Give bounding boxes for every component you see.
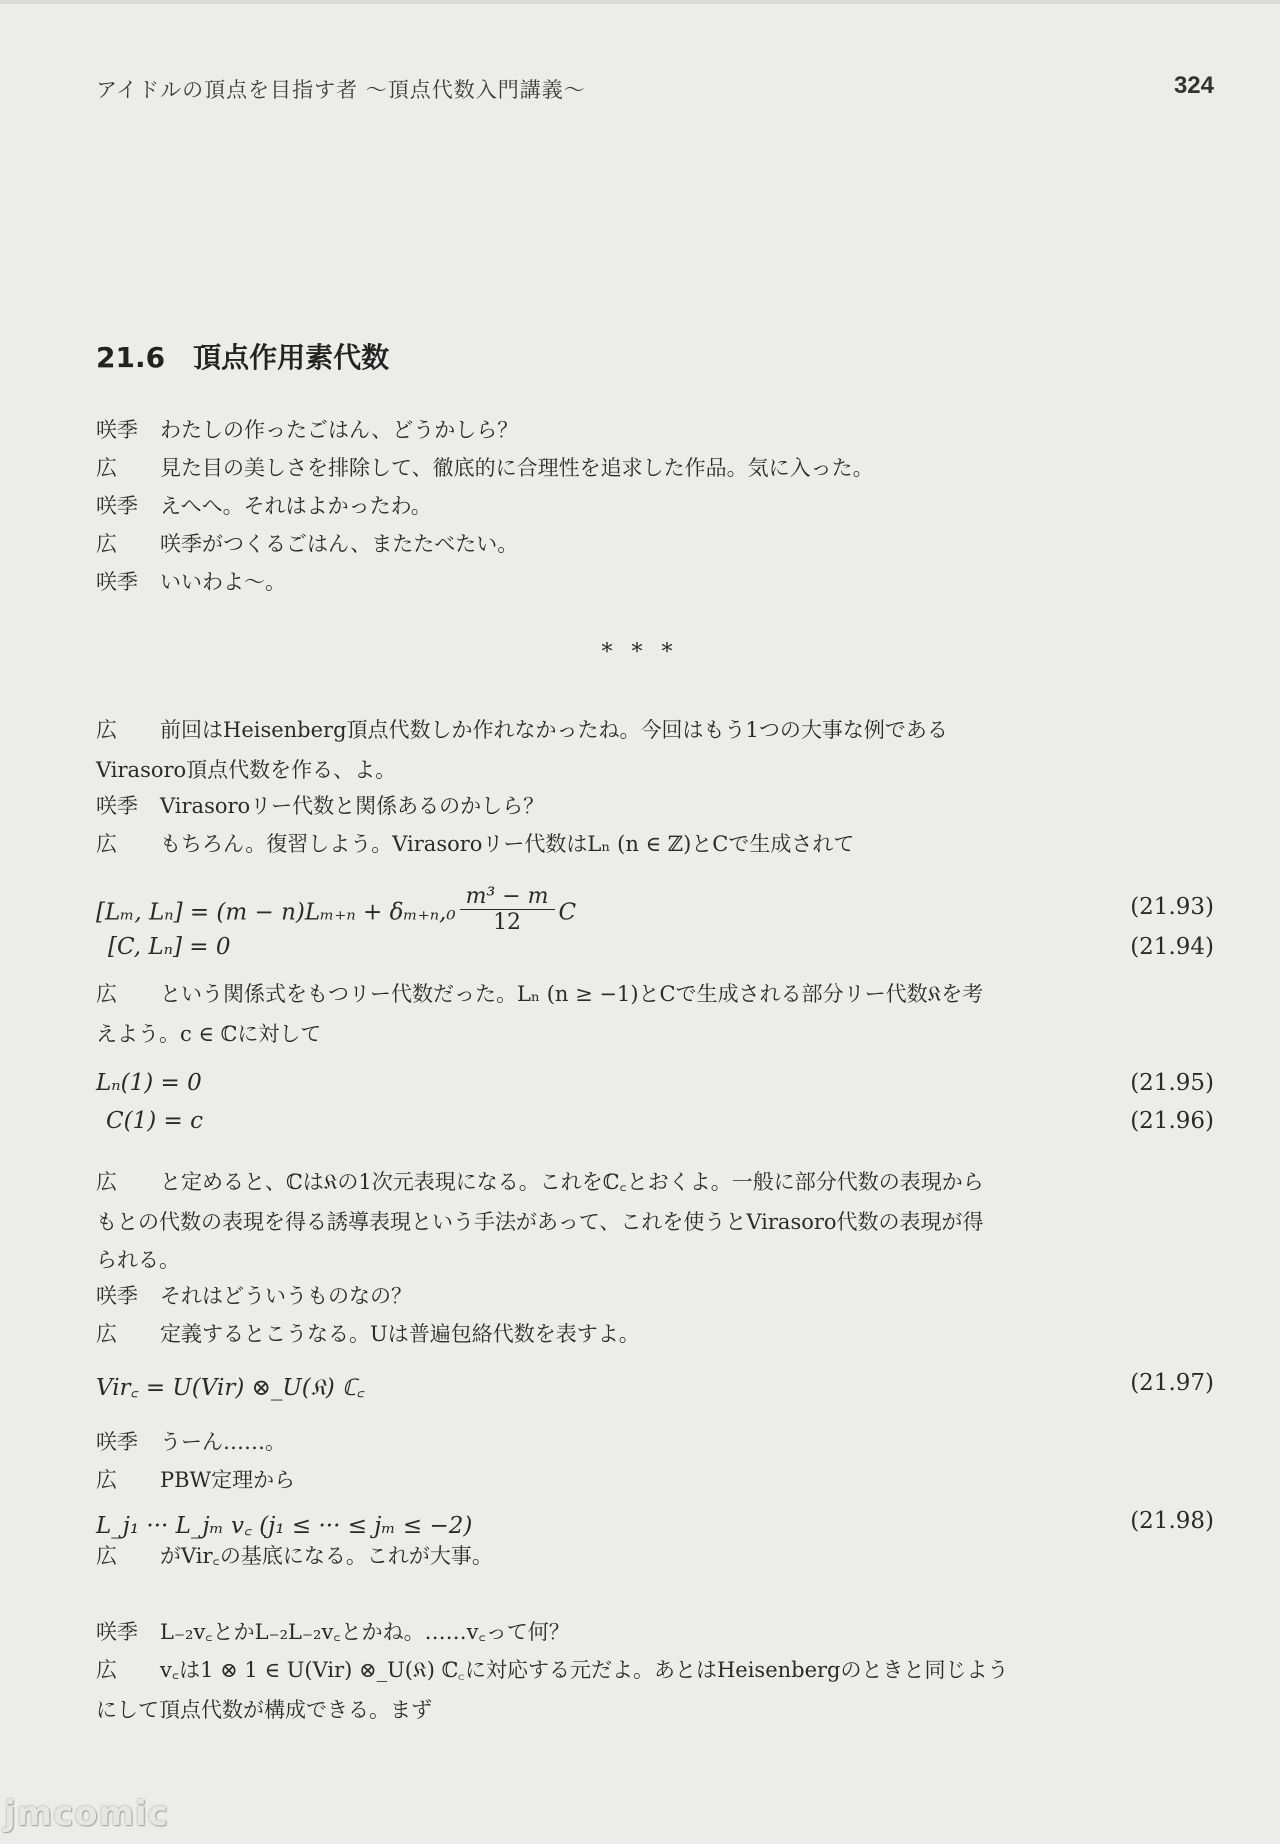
line-text: わたしの作ったごはん、どうかしら？ xyxy=(160,418,519,442)
scene-separator: * * * xyxy=(601,640,679,665)
line-text: もちろん。復習しよう。Virasoroリー代数はLₙ (n ∈ ℤ)とCで生成されて xyxy=(160,832,855,856)
speaker: 広 xyxy=(96,1468,117,1492)
line-text: という関係式をもつリー代数だった。Lₙ (n ≥ −1)とCで生成される部分リー代数𝔎を考 xyxy=(160,982,984,1006)
equation-21-96 xyxy=(96,1108,1214,1140)
equation-number: (21.94) xyxy=(1130,934,1214,960)
continuation-line: えよう。c ∈ ℂに対して xyxy=(96,1022,322,1046)
dialogue-line xyxy=(96,1320,1026,1348)
equation-body: Lₙ(1) = 0 xyxy=(96,1070,202,1096)
page-top-edge xyxy=(0,0,1280,4)
speaker: 広 xyxy=(96,532,117,556)
equation-body: [Lₘ, Lₙ] = (m − n)Lₘ₊ₙ + δₘ₊ₙ,₀ $\frac{\text{m³ − m}}{12}$ C xyxy=(96,884,577,935)
continuation-line: にして頂点代数が構成できる。まず xyxy=(96,1698,432,1722)
speaker: 咲季 xyxy=(96,570,138,594)
fraction: $\frac{\text{m³ − m}}{12}$ xyxy=(460,884,555,935)
watermark-logo: jmcomic xyxy=(4,1794,169,1834)
equation-number: (21.93) xyxy=(1130,894,1214,920)
equation-21-97 xyxy=(96,1370,1214,1402)
dialogue-line xyxy=(96,716,1026,744)
section-number: 21.6 xyxy=(96,341,166,374)
speaker: 広 xyxy=(96,1658,117,1682)
running-header: アイドルの頂点を目指す者 〜頂点代数入門講義〜 xyxy=(96,78,586,102)
dialogue-line xyxy=(96,492,1026,520)
dialogue-line xyxy=(96,568,1026,596)
speaker: 広 xyxy=(96,456,117,480)
line-text: うーん……。 xyxy=(160,1430,286,1454)
dialogue-line xyxy=(96,830,1026,858)
dialogue-line xyxy=(96,792,1026,820)
speaker: 広 xyxy=(96,1322,117,1346)
speaker: 広 xyxy=(96,982,117,1006)
equation-21-98 xyxy=(96,1508,1214,1540)
dialogue-line xyxy=(96,1466,1026,1494)
equation-21-93 xyxy=(96,884,1214,935)
dialogue-line xyxy=(96,980,1026,1008)
equation-21-95 xyxy=(96,1070,1214,1102)
dialogue-line xyxy=(96,454,1026,482)
equation-number: (21.96) xyxy=(1130,1108,1214,1134)
line-text: 定義するとこうなる。Uは普遍包絡代数を表すよ。 xyxy=(160,1322,640,1346)
line-text: 見た目の美しさを排除して、徹底的に合理性を追求した作品。気に入った。 xyxy=(160,456,874,480)
equation-number: (21.98) xyxy=(1130,1508,1214,1534)
line-text: がVir꜀の基底になる。これが大事。 xyxy=(160,1544,493,1568)
line-text: L₋₂v꜀とかL₋₂L₋₂v꜀とかね。……v꜀って何？ xyxy=(160,1620,570,1644)
speaker: 広 xyxy=(96,718,117,742)
speaker: 咲季 xyxy=(96,494,138,518)
line-text: えへへ。それはよかったわ。 xyxy=(160,494,432,518)
dialogue-line xyxy=(96,1542,1026,1570)
continuation-line: Virasoro頂点代数を作る、よ。 xyxy=(96,758,397,782)
dialogue-line xyxy=(96,1656,1026,1684)
speaker: 咲季 xyxy=(96,418,138,442)
speaker: 広 xyxy=(96,1170,117,1194)
line-text: 咲季がつくるごはん、またたべたい。 xyxy=(160,532,519,556)
line-text: PBW定理から xyxy=(160,1468,296,1492)
speaker: 咲季 xyxy=(96,1620,138,1644)
equation-body: [C, Lₙ] = 0 xyxy=(108,934,231,960)
line-text: v꜀は1 ⊗ 1 ∈ U(Vir) ⊗_U(𝔎) ℂ꜀に対応する元だよ。あとはHeisenbergのときと同じよう xyxy=(160,1658,1009,1682)
line-text: と定めると、ℂは𝔎の1次元表現になる。これをℂ꜀とおくよ。一般に部分代数の表現から xyxy=(160,1170,984,1194)
speaker: 広 xyxy=(96,1544,117,1568)
speaker: 咲季 xyxy=(96,1430,138,1454)
continuation-line: られる。 xyxy=(96,1248,180,1272)
equation-number: (21.95) xyxy=(1130,1070,1214,1096)
section-heading xyxy=(96,336,389,376)
line-text: いいわよ〜。 xyxy=(160,570,286,594)
line-text: 前回はHeisenberg頂点代数しか作れなかったね。今回はもう1つの大事な例である xyxy=(160,718,948,742)
line-text: Virasoroリー代数と関係あるのかしら？ xyxy=(160,794,545,818)
speaker: 咲季 xyxy=(96,794,138,818)
equation-number: (21.97) xyxy=(1130,1370,1214,1396)
dialogue-line xyxy=(96,1168,1026,1196)
dialogue-line xyxy=(96,1428,1026,1456)
dialogue-line xyxy=(96,1282,1026,1310)
equation-body: C(1) = c xyxy=(106,1108,203,1134)
continuation-line: もとの代数の表現を得る誘導表現という手法があって、これを使うとVirasoro代数の表現が得 xyxy=(96,1210,984,1234)
equation-body: L_j₁ ··· L_jₘ v꜀ (j₁ ≤ ··· ≤ jₘ ≤ −2) xyxy=(96,1513,473,1539)
equation-body: Vir꜀ = U(Vir) ⊗_U(𝔎) ℂ꜀ xyxy=(96,1375,365,1401)
speaker: 広 xyxy=(96,832,117,856)
dialogue-line xyxy=(96,416,1026,444)
equation-21-94 xyxy=(96,934,1214,966)
section-title-text: 頂点作用素代数 xyxy=(193,341,390,374)
speaker: 咲季 xyxy=(96,1284,138,1308)
page-number: 324 xyxy=(1173,72,1214,99)
dialogue-line xyxy=(96,530,1026,558)
line-text: それはどういうものなの？ xyxy=(160,1284,412,1308)
dialogue-line xyxy=(96,1618,1026,1646)
